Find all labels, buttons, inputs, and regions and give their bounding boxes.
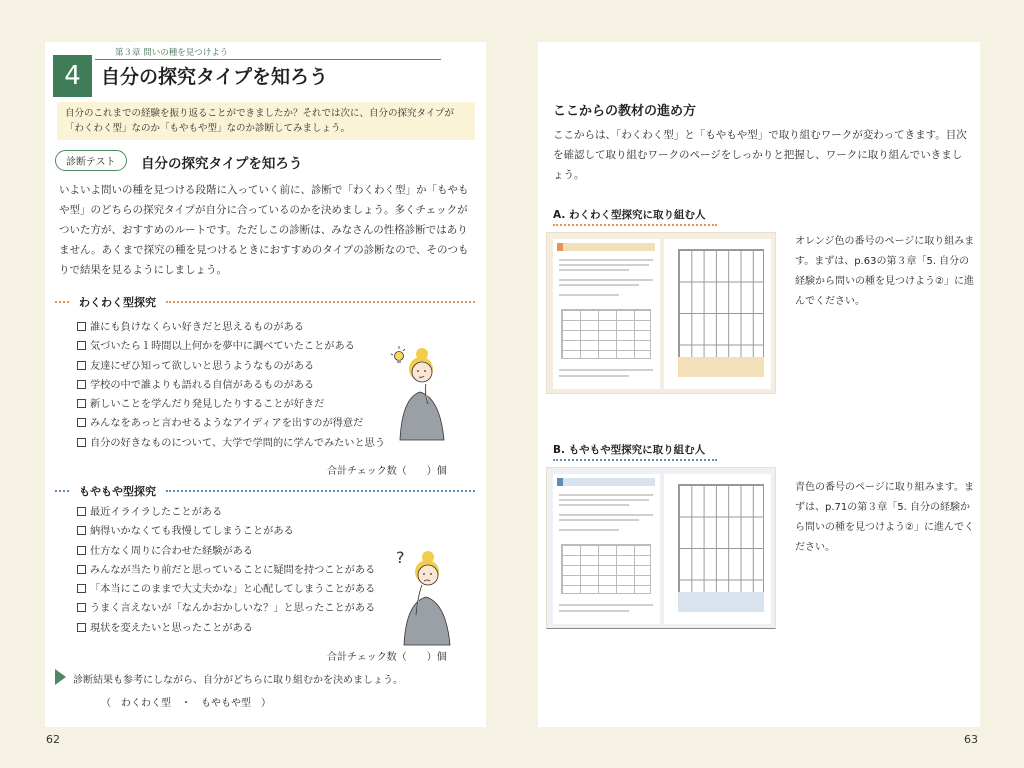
checklist-item[interactable]: 納得いかなくても我慢してしまうことがある	[77, 522, 407, 541]
checklist-item[interactable]: 友達にぜひ知って欲しいと思うようなものがある	[77, 357, 407, 376]
right-page	[538, 42, 980, 727]
right-title: ここからの教材の進め方	[553, 104, 697, 119]
left-page	[45, 42, 486, 727]
checkbox-icon[interactable]	[77, 526, 86, 535]
moya-heading-label: もやもや型探究	[79, 485, 156, 498]
page-number-right: 63	[964, 733, 978, 746]
right-body: ここからは、「わくわく型」と「もやもや型」で取り組むワークが変わってきます。目次を確認して取り組むワークのページをしっかりと把握し、ワークに取り組んでいきましょう。	[553, 129, 967, 181]
moya-total: 合計チェック数（ ）個	[327, 652, 447, 663]
checkbox-icon[interactable]	[77, 603, 86, 612]
checkbox-icon[interactable]	[77, 341, 86, 350]
checklist-item[interactable]: みんなをあっと言わせるようなアイディアを出すのが得意だ	[77, 414, 407, 433]
checklist-item[interactable]: うまく言えないが「なんかおかしいな？」と思ったことがある	[77, 599, 407, 618]
section-a-text: オレンジ色の番号のページに取り組みます。まずは、p.63の第３章「5. 自分の経験から問いの種を見つけよう②」に進んでください。	[795, 236, 975, 307]
checkbox-icon[interactable]	[77, 380, 86, 389]
checklist-item[interactable]: 自分の好きなものについて、大学で学問的に学んでみたいと思う	[77, 434, 407, 453]
checklist-item[interactable]: 新しいことを学んだり発見したりすることが好きだ	[77, 395, 407, 414]
moya-heading	[55, 483, 475, 499]
play-arrow-icon	[55, 669, 66, 685]
checkbox-icon[interactable]	[77, 546, 86, 555]
checklist-item[interactable]: 学校の中で誰よりも語れる自信があるものがある	[77, 376, 407, 395]
checkbox-icon[interactable]	[77, 565, 86, 574]
checkbox-icon[interactable]	[77, 438, 86, 447]
section-title: 自分の探究タイプを知ろう	[101, 66, 329, 88]
checkbox-icon[interactable]	[77, 322, 86, 331]
waku-heading	[55, 294, 475, 310]
final-instruction: 診断結果も参考にしながら、自分がどちらに取り組むかを決めましょう。	[73, 675, 403, 686]
checkbox-icon[interactable]	[77, 584, 86, 593]
checklist-item[interactable]: 現状を変えたいと思ったことがある	[77, 619, 407, 638]
section-b-thumbnail	[546, 467, 776, 629]
thumbnail-page-left	[553, 239, 660, 389]
waku-heading-label: わくわく型探究	[79, 296, 156, 309]
section-number: 4	[53, 55, 92, 97]
section-b-heading: B. もやもや型探究に取り組む人	[553, 442, 717, 461]
page-number-left: 62	[46, 733, 60, 746]
person-question-illustration	[394, 545, 454, 655]
diagnosis-badge: 診断テスト	[55, 150, 127, 171]
section-a-heading: A. わくわく型探究に取り組む人	[553, 207, 717, 226]
checkbox-icon[interactable]	[77, 399, 86, 408]
lightbulb-icon	[391, 346, 405, 363]
checklist-item[interactable]: みんなが当たり前だと思っていることに疑問を持つことがある	[77, 561, 407, 580]
question-mark-icon: ?	[396, 548, 405, 567]
checklist-item[interactable]: 気づいたら１時間以上何かを夢中に調べていたことがある	[77, 337, 407, 356]
type-choice: （ わくわく型 ・ もやもや型 ）	[101, 698, 271, 709]
waku-total: 合計チェック数（ ）個	[327, 466, 447, 477]
person-lightbulb-illustration	[390, 342, 450, 452]
checkbox-icon[interactable]	[77, 418, 86, 427]
thumbnail-page-right	[664, 239, 771, 389]
checkbox-icon[interactable]	[77, 361, 86, 370]
intro-box: 自分のこれまでの経験を振り返ることができましたか？それでは次に、自分の探究タイプが「わくわく型」なのか「もやもや型」なのか診断してみましょう。	[57, 102, 475, 140]
chapter-label: 第３章 問いの種を見つけよう	[95, 46, 441, 60]
checklist-item[interactable]: 誰にも負けなくらい好きだと思えるものがある	[77, 318, 407, 337]
thumbnail-page-left	[553, 474, 660, 624]
section-b-text: 青色の番号のページに取り組みます。まずは、p.71の第３章「5. 自分の経験から問いの種を見つけよう②」に進んでください。	[795, 482, 974, 553]
checkbox-icon[interactable]	[77, 507, 86, 516]
moya-checklist	[77, 503, 407, 638]
waku-checklist	[77, 318, 407, 453]
thumbnail-page-right	[664, 474, 771, 624]
checklist-item[interactable]: 最近イライラしたことがある	[77, 503, 407, 522]
diagnosis-body: いよいよ問いの種を見つける段階に入っていく前に、診断で「わくわく型」か「もやもや型」のどちらの探究タイプが自分に合っているのかを決めましょう。多くチェックがついた方が、おすすめのルートです。ただしこの診断は、みなさんの性格診断ではありません。あくまで探究の種を見つけるときにおすすめのタイプの診断なので、そのつもりで結果を見るようにしましょう。	[59, 184, 469, 276]
checkbox-icon[interactable]	[77, 623, 86, 632]
section-a-thumbnail	[546, 232, 776, 394]
checklist-item[interactable]: 「本当にこのままで大丈夫かな」と心配してしまうことがある	[77, 580, 407, 599]
checklist-item[interactable]: 仕方なく周りに合わせた経験がある	[77, 542, 407, 561]
diagnosis-title: 自分の探究タイプを知ろう	[141, 156, 303, 172]
